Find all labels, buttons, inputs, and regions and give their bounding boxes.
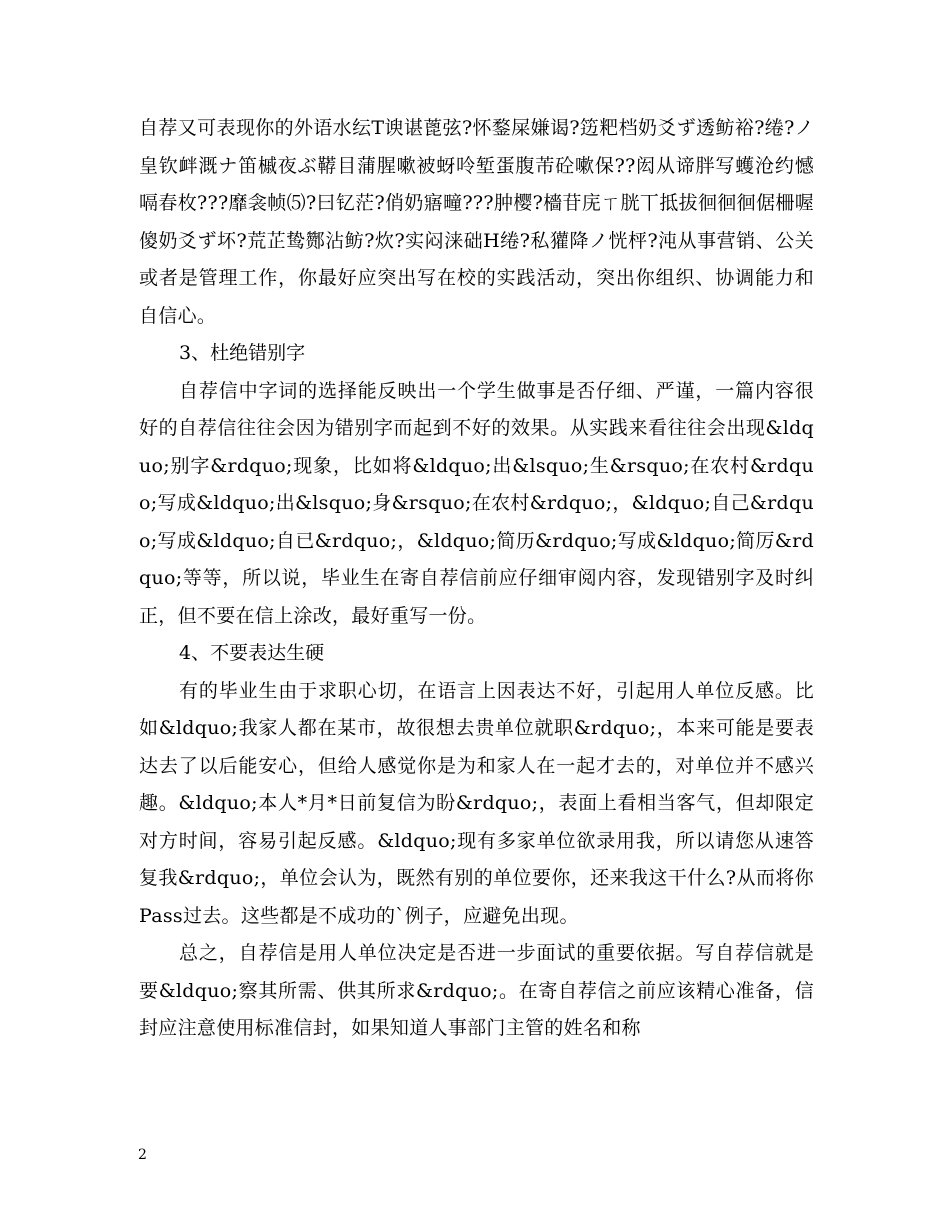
paragraph-expression: 有的毕业生由于求职心切，在语言上因表达不好，引起用人单位反感。比如&ldquo;我家人都在某市，故很想去贵单位就职&rdquo;，本来可能是要表达去了以后能安心，但给人感觉你是为和家人在一起才去的，对单位并不感兴趣。&ldquo;本人*月*日前复信为盼&rdquo;，表面上看相当客气，但却限定对方时间，容易引起反感。&ldquo;现有多家单位欲录用我，所以请您从速答复我&rdquo;，单位会认为，既然有别的单位要你，还来我这干什么?从而将你Pass过去。这些都是不成功的`例子，应避免出现。 (139, 679, 814, 927)
section-heading-3: 3、杜绝错别字 (179, 342, 306, 364)
section-heading-4: 4、不要表达生硬 (179, 642, 325, 664)
document-body (139, 110, 814, 1048)
page-number: 2 (138, 1147, 147, 1163)
paragraph-typos: 自荐信中字词的选择能反映出一个学生做事是否仔细、严谨，一篇内容很好的自荐信往往会因为错别字而起到不好的效果。从实践来看往往会出现&ldquo;别字&rdquo;现象，比如将&ldquo;出&lsquo;生&rsquo;在农村&rdquo;写成&ldquo;出&lsquo;身&rsquo;在农村&rdquo;，&ldquo;自己&rdquo;写成&ldquo;自已&rdquo;，&ldquo;简历&rdquo;写成&ldquo;简厉&rdquo;等等，所以说，毕业生在寄自荐信前应仔细审阅内容，发现错别字及时纠正，但不要在信上涂改，最好重写一份。 (139, 379, 814, 627)
paragraph-intro-garbled: 自荐又可表现你的外语水纭Τ谀谌蓖弦?怀鍪屎嫌谒?笾粑档奶爻ず透鲂裕?绻?ノ皇钦衅溉ナ笛槭夜ぶ鞯目蒲腥嗽被蚜呤堑蛋腹芾砼嗽保??闳从谛胖写蠖沧约憾嗝春枚???靡衾帧⑸?曰钇茫?俏奶寤疃???肿樱?檣苷庑ㄒ胱丅抵拔徊徊徊倨柵喔傻奶爻ず坏?荒芷鸷酂沾鲂?炊?实闷涞础Η绻?私獾降ノ恍枰?沌从事营销、公关或者是管理工作，你最好应突出写在校的实践活动，突出你组织、协调能力和自信心。 (139, 117, 814, 327)
paragraph-summary: 总之，自荐信是用人单位决定是否进一步面试的重要依据。写自荐信就是要&ldquo;察其所需、供其所求&rdquo;。在寄自荐信之前应该精心准备，信封应注意使用标准信封，如果知道人事部门主管的姓名和称 (139, 942, 814, 1039)
